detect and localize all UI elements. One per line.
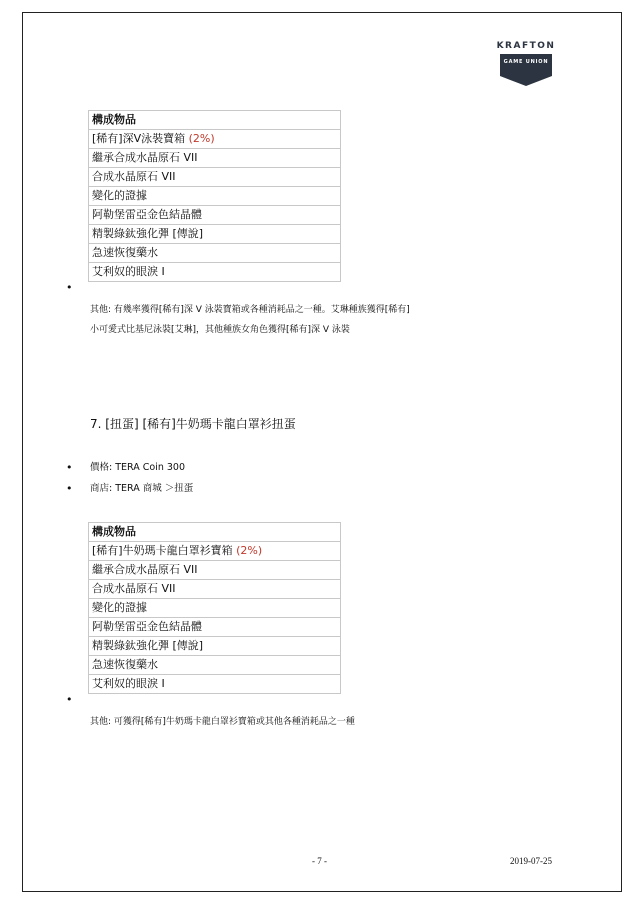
table-row: 合成水晶原石 VII <box>89 580 341 599</box>
table-row: 艾利奴的眼淚 I <box>89 675 341 694</box>
table-row: 變化的證據 <box>89 187 341 206</box>
note-1-line-2: 小可愛式比基尼泳裝[艾琳]，其他種族女角色獲得[稀有]深 V 泳裝 <box>90 325 350 335</box>
table-header: 構成物品 <box>89 523 341 542</box>
bullet-marker: • <box>66 461 73 474</box>
price-line: 價格: TERA Coin 300 <box>90 462 186 473</box>
table-row: [稀有]牛奶瑪卡龍白罩衫寶箱 (2%) <box>89 542 341 561</box>
table-row: 急速恢復藥水 <box>89 244 341 263</box>
table-row: 精製綠鈦強化彈 [傳說] <box>89 637 341 656</box>
items-table-1 <box>88 110 341 282</box>
probability-label: (2%) <box>236 544 263 557</box>
page-number: - 7 - <box>312 856 327 866</box>
table-row: 阿勒堡雷亞金色結晶體 <box>89 206 341 225</box>
logo-sub-text: GAME UNION <box>503 59 549 65</box>
items-table-2 <box>88 522 341 694</box>
table-row: [稀有]深V泳裝寶箱 (2%) <box>89 130 341 149</box>
table-row: 精製綠鈦強化彈 [傳說] <box>89 225 341 244</box>
shop-line: 商店: TERA 商城 ＞扭蛋 <box>90 483 194 494</box>
note-1-line-1: 其他: 有幾率獲得[稀有]深 V 泳裝寶箱或各種消耗品之一種。艾琳種族獲得[稀有] <box>90 305 410 315</box>
document-date: 2019-07-25 <box>510 856 552 866</box>
table-header: 構成物品 <box>89 111 341 130</box>
krafton-logo <box>496 40 556 86</box>
table-row: 繼承合成水晶原石 VII <box>89 561 341 580</box>
probability-label: (2%) <box>188 132 215 145</box>
table-row: 合成水晶原石 VII <box>89 168 341 187</box>
table-row: 艾利奴的眼淚 I <box>89 263 341 282</box>
bullet-marker: • <box>66 693 73 706</box>
table-row: 變化的證據 <box>89 599 341 618</box>
note-2: 其他: 可獲得[稀有]牛奶瑪卡龍白罩衫寶箱或其他各種消耗品之一種 <box>90 717 355 727</box>
table-row: 阿勒堡雷亞金色結晶體 <box>89 618 341 637</box>
table-row: 繼承合成水晶原石 VII <box>89 149 341 168</box>
bullet-marker: • <box>66 281 73 294</box>
table-row: 急速恢復藥水 <box>89 656 341 675</box>
bullet-marker: • <box>66 482 73 495</box>
section-title: 7. [扭蛋] [稀有]牛奶瑪卡龍白罩衫扭蛋 <box>90 417 296 431</box>
logo-brand-text: KRAFTON <box>496 41 556 51</box>
